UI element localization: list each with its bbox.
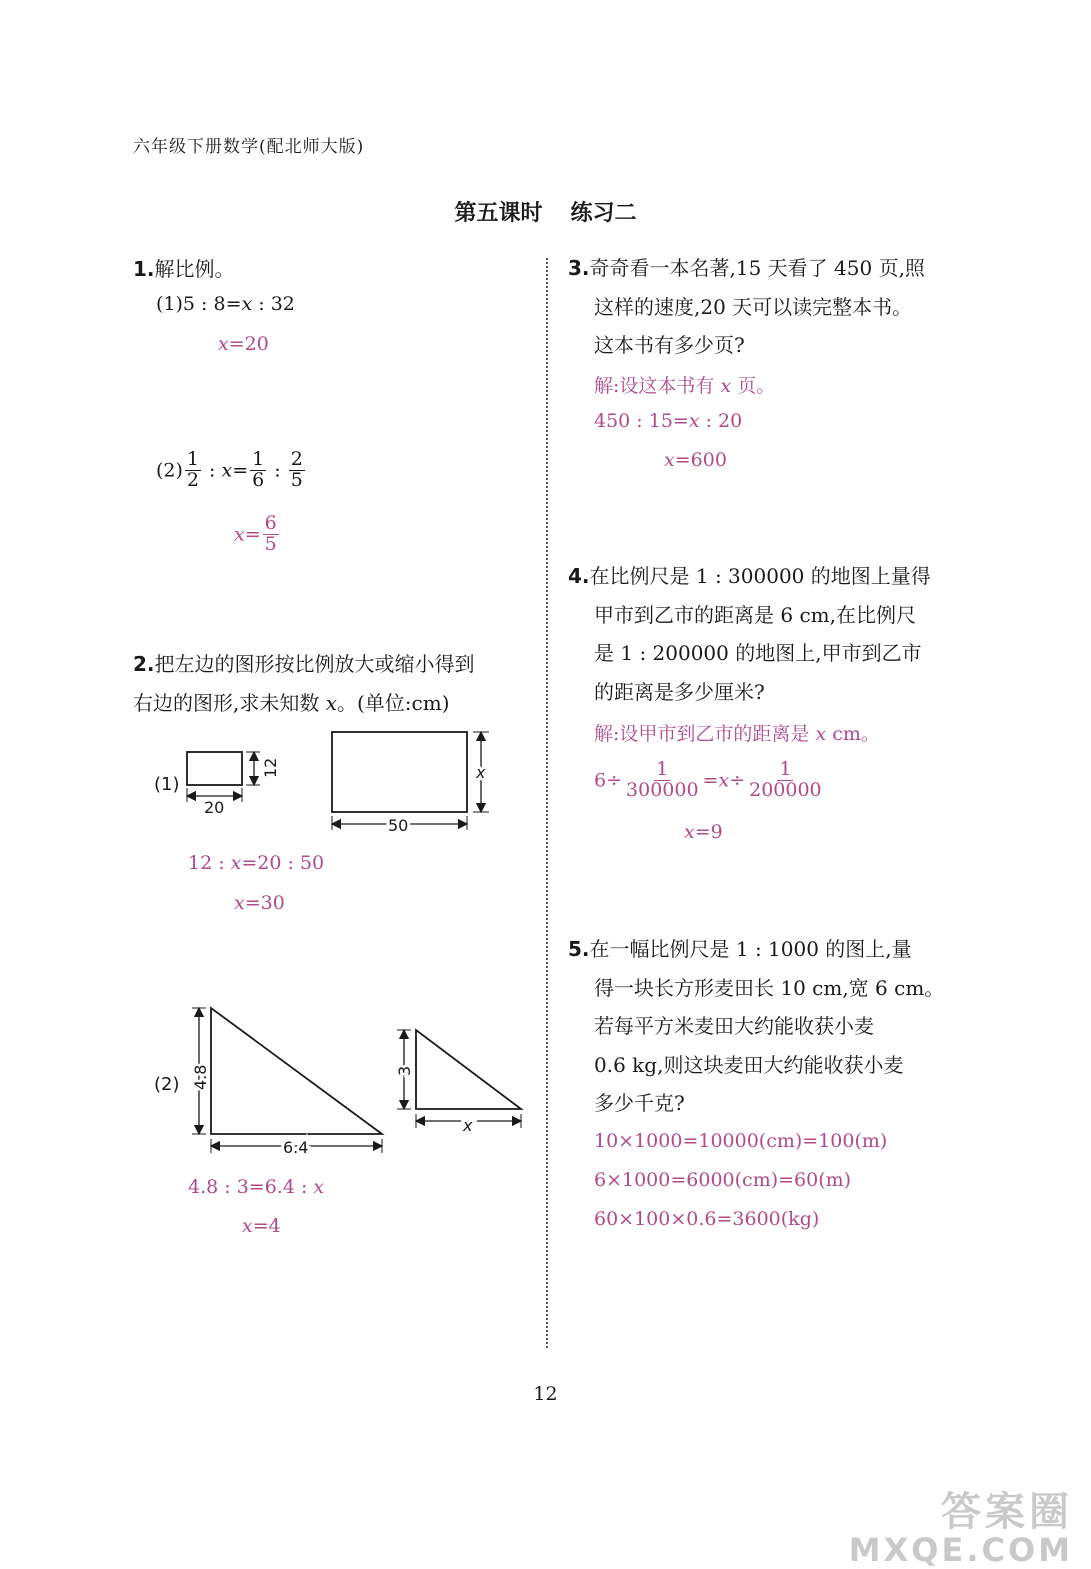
q5-line5: 多少千克? <box>594 1091 685 1115</box>
watermark-top: 答案圈 <box>941 1489 1073 1535</box>
q4-text <box>568 557 988 711</box>
fig2-big-triangle <box>211 1008 382 1134</box>
q2-line1: 把左边的图形按比例放大或缩小得到 <box>154 652 475 676</box>
q1-p2-frac2: $\frac{1}{6}$ <box>252 448 265 491</box>
q4-number: 4. <box>568 564 590 588</box>
q2-ans1-x: x <box>230 852 242 874</box>
fig1-small-height: 12 <box>261 757 280 778</box>
q3-ans2-a: 450 : 15= <box>594 410 689 432</box>
q5-ans2: 6×1000=6000(cm)=60(m) <box>594 1169 852 1191</box>
q2-ans1-b: =20 : 50 <box>241 852 325 874</box>
fig1-big-width: 50 <box>388 816 409 835</box>
q2-ans2-a: 4.8 : 3=6.4 : <box>188 1176 314 1198</box>
q1-p2-frac3: $\frac{2}{5}$ <box>290 448 303 491</box>
q4-ans3 <box>684 821 723 843</box>
fig1-big-height: x <box>476 763 486 782</box>
q4-ans1-a: 解:设甲市到乙市的距离是 <box>594 723 816 745</box>
q2-figure2 <box>150 1000 530 1165</box>
q1-p1-answer <box>218 333 269 355</box>
q3-ans2 <box>594 410 742 432</box>
q4-ans2-frac2: $\frac{1}{200000}$ <box>749 758 822 801</box>
q1-p1-ans-value: =20 <box>228 333 269 355</box>
q1-p1-text: (1)5 : 8= <box>156 293 242 315</box>
q3-ans2-x: x <box>688 410 700 432</box>
q3-ans3-x: x <box>664 449 675 471</box>
q3-line1: 奇奇看一本名著,15 天看了 450 页,照 <box>589 256 925 280</box>
q4-ans3-x: x <box>684 821 695 843</box>
q4-line4: 的距离是多少厘米? <box>594 679 765 704</box>
q3-ans3-value: =600 <box>674 449 727 471</box>
q2-figure1 <box>150 722 510 837</box>
q1-p2-answer: x= $\frac{6}{5}$ <box>234 512 277 555</box>
column-divider <box>546 258 548 1348</box>
q2-line2-b: 。(单位:cm) <box>337 690 450 715</box>
q4-ans2-a: 6÷ <box>594 769 623 792</box>
q3-text <box>568 249 968 365</box>
q4-ans3-value: =9 <box>694 821 723 843</box>
q3-number: 3. <box>568 256 590 280</box>
q4-ans2-frac1: $\frac{1}{300000}$ <box>626 758 699 801</box>
q5-line4: 0.6 kg,则这块麦田大约能收获小麦 <box>594 1052 904 1077</box>
title-lesson: 第五课时 <box>454 201 543 226</box>
q3-line2: 这样的速度,20 天可以读完整本书。 <box>594 294 913 319</box>
q1-p1-x: x <box>241 293 253 315</box>
page-title <box>0 196 1091 227</box>
q2-ans2 <box>188 1176 324 1198</box>
q5-text <box>568 930 988 1123</box>
q2-ans1-res: =30 <box>244 892 285 914</box>
fig1-small-width: 20 <box>204 798 225 817</box>
q3-ans1-x: x <box>720 375 732 397</box>
q1-heading <box>133 253 235 282</box>
q1-p1-ans-x: x <box>218 333 229 355</box>
q2-ans1-res-x: x <box>234 892 245 914</box>
q3-line3: 这本书有多少页? <box>594 333 745 357</box>
q4-ans2-x: x <box>718 769 730 792</box>
q2-number: 2. <box>133 652 155 676</box>
q3-ans2-b: : 20 <box>699 410 743 432</box>
fig1-label: (1) <box>154 774 180 795</box>
q4-ans1-x: x <box>815 723 827 745</box>
q2-ans2-result <box>242 1215 281 1237</box>
fig2-big-width: 6.4 <box>283 1138 309 1157</box>
title-exercise: 练习二 <box>570 201 637 226</box>
q1-p2-label: (2) <box>156 459 183 482</box>
q1-p2-x: x <box>221 459 233 482</box>
fig2-big-height: 4.8 <box>191 1064 210 1090</box>
q1-number: 1. <box>133 257 155 281</box>
watermark-bottom: MXQE.COM <box>848 1531 1073 1569</box>
q1-text: 解比例。 <box>154 257 235 281</box>
q3-ans3 <box>664 449 727 471</box>
q5-number: 5. <box>568 937 590 961</box>
q4-line1: 在比例尺是 1 : 300000 的地图上量得 <box>589 564 931 588</box>
q4-line2: 甲市到乙市的距离是 6 cm,在比例尺 <box>594 602 916 627</box>
q2-line2-x: x <box>325 690 337 715</box>
fig1-small-rect <box>187 752 242 785</box>
q2-ans2-res: =4 <box>252 1215 281 1237</box>
watermark <box>849 1480 1073 1569</box>
q2-ans1 <box>188 852 324 874</box>
fig2-label: (2) <box>154 1074 180 1095</box>
fig1-big-rect <box>332 732 467 812</box>
q2-ans1-result <box>234 892 285 914</box>
q3-ans1-b: 页。 <box>731 375 776 397</box>
q1-part2: (2) $\frac{1}{2}$ : x= $\frac{1}{6}$ : $\frac{2}{5}$ <box>156 448 303 491</box>
q5-line1: 在一幅比例尺是 1 : 1000 的图上,量 <box>589 937 912 961</box>
q3-ans1-a: 解:设这本书有 <box>594 375 721 397</box>
q2-text <box>133 645 533 722</box>
page-number: 12 <box>533 1383 558 1405</box>
q2-ans2-res-x: x <box>242 1215 253 1237</box>
q5-line3: 若每平方米麦田大约能收获小麦 <box>594 1014 874 1038</box>
q1-p2-ans-frac: $\frac{6}{5}$ <box>264 512 277 555</box>
fig2-small-width: x <box>463 1116 473 1135</box>
q2-ans2-x: x <box>313 1176 325 1198</box>
q4-ans2: 6÷ $\frac{1}{300000}$ =x÷ $\frac{1}{200000}$ <box>594 758 822 801</box>
q2-ans1-a: 12 : <box>188 852 231 874</box>
fig2-small-triangle <box>416 1030 521 1109</box>
q4-line3: 是 1 : 200000 的地图上,甲市到乙市 <box>594 641 922 665</box>
q4-ans1-b: cm。 <box>826 723 880 745</box>
q2-line2-a: 右边的图形,求未知数 <box>133 690 326 715</box>
q1-part1 <box>156 293 295 315</box>
q5-ans1: 10×1000=10000(cm)=100(m) <box>594 1130 888 1152</box>
q1-p2-frac1: $\frac{1}{2}$ <box>186 448 200 491</box>
fig2-small-height: 3 <box>395 1065 414 1076</box>
q5-ans3: 60×100×0.6=3600(kg) <box>594 1208 820 1230</box>
book-header: 六年级下册数学(配北师大版) <box>133 137 365 157</box>
q1-p1-rest: : 32 <box>252 293 295 315</box>
q3-ans1 <box>594 371 775 398</box>
q1-p2-ans-x: x <box>234 523 245 546</box>
q4-ans1 <box>594 719 880 746</box>
q5-line2: 得一块长方形麦田长 10 cm,宽 6 cm。 <box>594 975 945 1000</box>
